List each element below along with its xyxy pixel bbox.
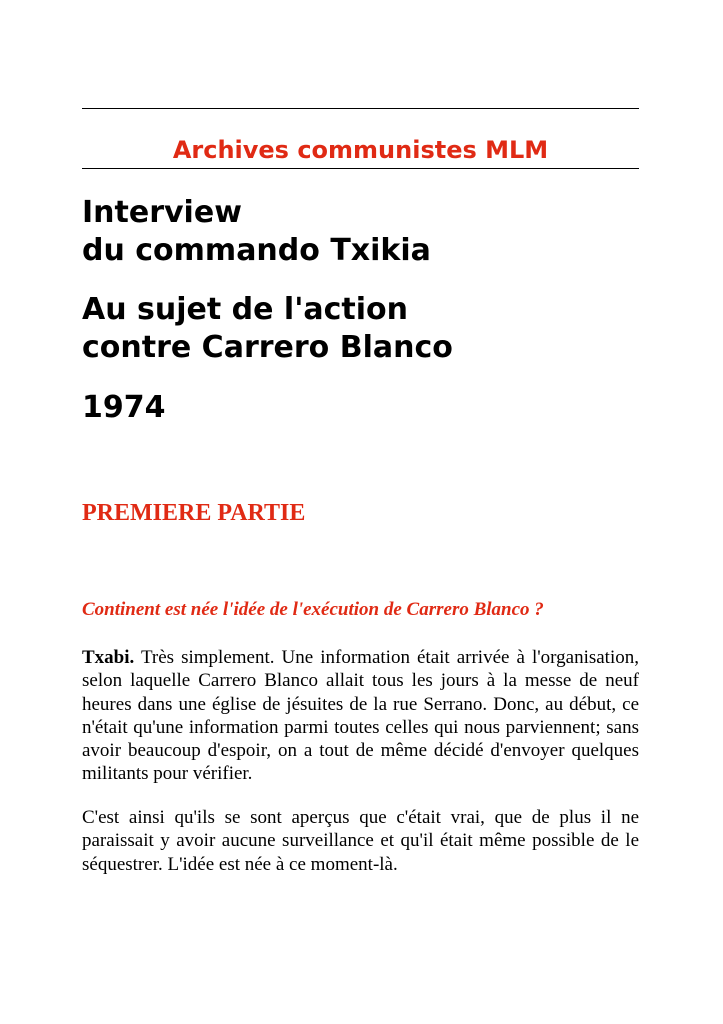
interview-question: Continent est née l'idée de l'exécution de Carrero Blanco ? bbox=[82, 599, 544, 620]
title-line-1: Interview bbox=[82, 195, 242, 230]
answer-text-1: Très simplement. Une information était arrivée à l'organisation, selon laquelle Carrero Blanco allait tous les jours à la messe de neuf heures dans une église de jésuites de la rue Serrano. Donc, au début, ce n'était qu'une information parmi toutes celles qui nous parviennent; sans avoir beaucoup d'espoir, on a tout de même décidé d'envoyer quelques militants pour vérifier. bbox=[82, 647, 639, 785]
title-line-4: contre Carrero Blanco bbox=[82, 330, 453, 365]
answer-paragraph-2: C'est ainsi qu'ils se sont aperçus que c'était vrai, que de plus il ne paraissait y avoir aucune surveillance et qu'il était même possible de le séquestrer. L'idée est née à ce moment-là. bbox=[82, 807, 639, 875]
title-line-3: Au sujet de l'action bbox=[82, 292, 409, 327]
answer-paragraph-1 bbox=[82, 646, 639, 786]
speaker-name: Txabi. bbox=[82, 647, 135, 668]
document-title-block bbox=[82, 194, 431, 270]
header-divider bbox=[82, 168, 639, 169]
document-subtitle-block bbox=[82, 291, 453, 367]
document-year bbox=[82, 389, 166, 427]
title-line-2: du commando Txikia bbox=[82, 233, 431, 268]
top-divider bbox=[82, 108, 639, 109]
section-heading: PREMIERE PARTIE bbox=[82, 500, 306, 526]
title-year: 1974 bbox=[82, 390, 166, 425]
site-title: Archives communistes MLM bbox=[172, 136, 549, 164]
